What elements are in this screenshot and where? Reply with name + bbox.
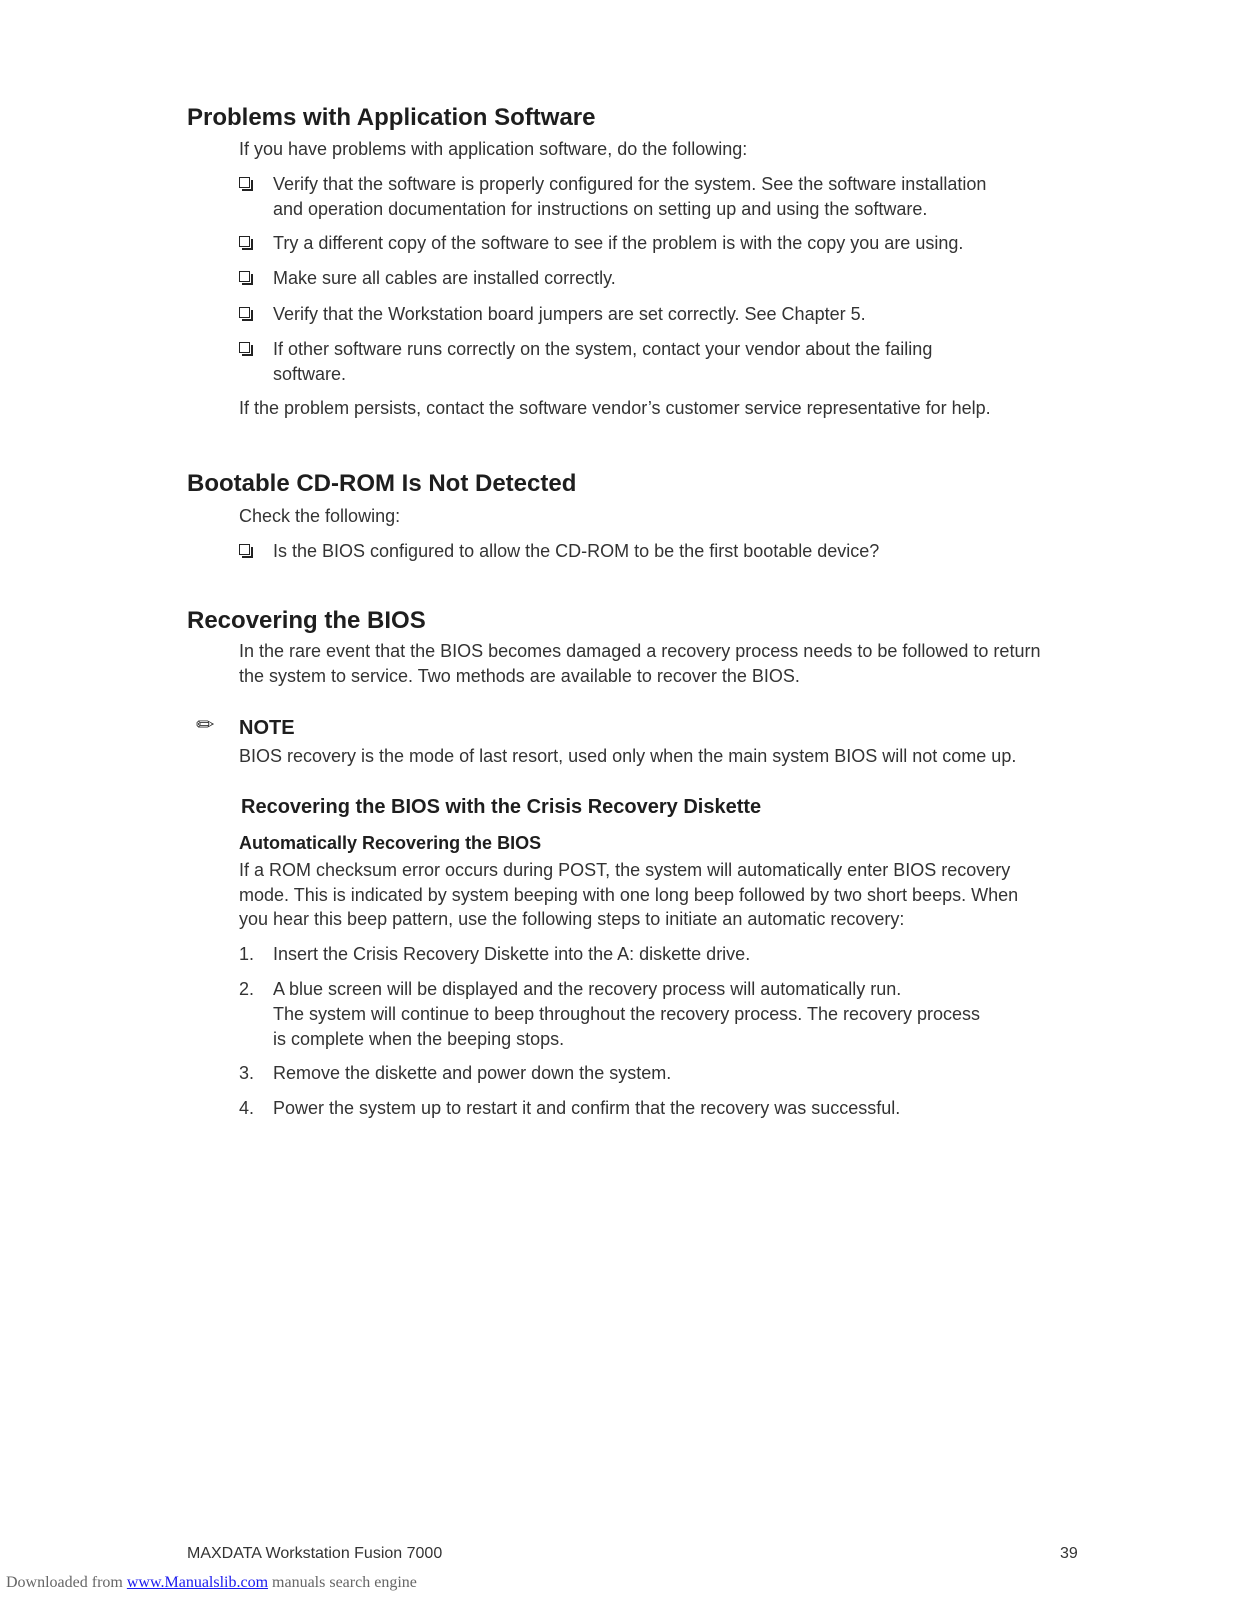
section-body-line: In the rare event that the BIOS becomes damaged a recovery process needs to be followed to return — [239, 641, 1041, 661]
section-title-application-software: Problems with Application Software — [187, 104, 596, 131]
note-text: BIOS recovery is the mode of last resort, used only when the main system BIOS will not come up. — [239, 746, 1017, 766]
download-banner: Downloaded from www.Manualslib.com manuals search engine — [6, 1574, 417, 1591]
checkbox-bullet-icon — [239, 236, 250, 247]
section-intro: If you have problems with application software, do the following: — [239, 139, 748, 159]
subsection-title: Recovering the BIOS with the Crisis Recovery Diskette — [241, 796, 762, 818]
pencil-icon: ✏ — [196, 712, 215, 737]
section-body-line: the system to service. Two methods are available to recover the BIOS. — [239, 666, 800, 686]
section-title-recovering-bios: Recovering the BIOS — [187, 607, 426, 634]
paragraph-line: mode. This is indicated by system beeping with one long beep followed by two short beeps. When — [239, 885, 1019, 905]
section-outro: If the problem persists, contact the software vendor’s customer service representative for help. — [239, 398, 991, 418]
checkbox-bullet-icon — [239, 271, 250, 282]
checkbox-bullet-icon — [239, 544, 250, 555]
note-label: NOTE — [239, 717, 295, 739]
subsubsection-title: Automatically Recovering the BIOS — [239, 833, 542, 853]
footer-title: MAXDATA Workstation Fusion 7000 — [187, 1545, 443, 1562]
checkbox-bullet-icon — [239, 342, 250, 353]
page-number: 39 — [1060, 1545, 1078, 1562]
checkbox-bullet-icon — [239, 177, 250, 188]
section-title-cdrom: Bootable CD-ROM Is Not Detected — [187, 470, 577, 497]
manualslib-link[interactable]: www.Manualslib.com — [126, 1574, 269, 1591]
paragraph-line: If a ROM checksum error occurs during POST, the system will automatically enter BIOS recovery — [239, 860, 1011, 880]
section-intro: Check the following: — [239, 506, 401, 526]
paragraph-line: you hear this beep pattern, use the following steps to initiate an automatic recovery: — [239, 909, 905, 929]
checkbox-bullet-icon — [239, 307, 250, 318]
